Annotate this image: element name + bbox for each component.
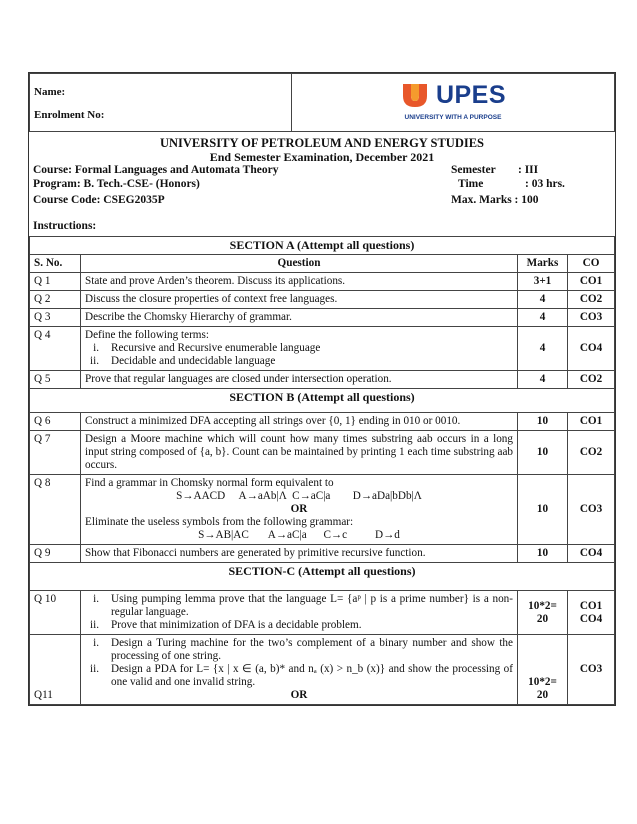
question-co: CO4 <box>568 327 615 371</box>
col-header-co: CO <box>568 255 615 273</box>
question-text: Prove that regular languages are closed under intersection operation. <box>81 371 518 389</box>
question-number: Q11 <box>30 635 81 705</box>
q11-or: OR <box>290 689 308 701</box>
code-line <box>33 194 611 208</box>
course-name: Course: Formal Languages and Automata Theory <box>33 164 279 176</box>
roman-numeral: i. <box>93 637 99 649</box>
q11-item-text: Design a Turing machine for the two’s complement of a binary number and show the processing of one string. <box>111 637 513 662</box>
q10-item-i <box>85 593 513 619</box>
q10-co-1: CO1 <box>579 599 603 612</box>
question-number: Q 1 <box>30 273 81 291</box>
university-title: UNIVERSITY OF PETROLEUM AND ENERGY STUDIES <box>159 136 484 150</box>
header-table <box>29 73 615 132</box>
question-row-q6 <box>30 413 615 431</box>
question-co: CO2 <box>568 371 615 389</box>
question-row-q11 <box>30 635 615 705</box>
question-marks: 4 <box>518 291 568 309</box>
section-c-title: SECTION-C (Attempt all questions) <box>30 563 615 591</box>
question-marks: 4 <box>518 327 568 371</box>
question-text <box>81 591 518 635</box>
question-marks: 3+1 <box>518 273 568 291</box>
question-co: CO3 <box>568 475 615 545</box>
semester-value: : III <box>518 164 539 176</box>
question-text: Describe the Chomsky Hierarchy of grammar. <box>81 309 518 327</box>
q10-co-2: CO4 <box>579 612 603 625</box>
instructions-label: Instructions: <box>33 220 97 232</box>
question-co: CO3 <box>568 635 615 705</box>
question-marks: 4 <box>518 309 568 327</box>
question-text: Discuss the closure properties of context free languages. <box>81 291 518 309</box>
program-name: Program: B. Tech.-CSE- (Honors) <box>33 178 200 190</box>
name-label: Name: <box>34 86 66 98</box>
question-co: CO2 <box>568 291 615 309</box>
q4-item-i <box>85 342 513 355</box>
section-a-title: SECTION A (Attempt all questions) <box>30 237 615 255</box>
semester-label: Semester <box>451 164 496 176</box>
time-value: : 03 hrs. <box>525 178 565 190</box>
program-line <box>33 178 611 192</box>
q8-or: OR <box>290 503 308 515</box>
question-number: Q 7 <box>30 431 81 475</box>
question-number: Q 9 <box>30 545 81 563</box>
enrolment-label: Enrolment No: <box>34 109 105 121</box>
q10-item-ii <box>85 619 513 632</box>
q8-part1: Find a grammar in Chomsky normal form equivalent to <box>85 477 334 489</box>
logo-text: UPES <box>435 80 507 109</box>
question-row-q3 <box>30 309 615 327</box>
q8-grammar2: S→AB|AC A→aC|a C→c D→d <box>198 529 400 541</box>
question-text: Show that Fibonacci numbers are generated by primitive recursive function. <box>81 545 518 563</box>
max-marks: Max. Marks : 100 <box>451 194 539 206</box>
roman-numeral: i. <box>93 593 99 605</box>
question-co: CO2 <box>568 431 615 475</box>
question-text: Design a Moore machine which will count how many times substring aab occurs in a long input string composed of {a, b}. Count can be maintained by printing 1 each time substring aab occurs. <box>81 431 518 475</box>
exam-title-block <box>29 132 615 236</box>
question-row-q10 <box>30 591 615 635</box>
roman-numeral: ii. <box>89 663 99 675</box>
question-text: State and prove Arden’s theorem. Discuss its applications. <box>81 273 518 291</box>
question-number: Q 2 <box>30 291 81 309</box>
time-label: Time <box>458 178 484 190</box>
roman-numeral: i. <box>93 342 99 354</box>
course-code: Course Code: CSEG2035P <box>33 194 165 206</box>
upes-logo <box>400 81 506 124</box>
question-number: Q 3 <box>30 309 81 327</box>
roman-numeral: ii. <box>89 619 99 631</box>
student-info-cell <box>30 74 292 132</box>
question-marks: 10 <box>518 413 568 431</box>
question-marks: 10*2= 20 <box>518 635 568 705</box>
exam-title: End Semester Examination, December 2021 <box>209 150 435 164</box>
q4-item-ii <box>85 355 513 368</box>
question-co: CO4 <box>568 545 615 563</box>
question-marks: 10 <box>518 545 568 563</box>
question-row-q2 <box>30 291 615 309</box>
col-header-sno: S. No. <box>30 255 81 273</box>
question-row-q4 <box>30 327 615 371</box>
upes-emblem-icon <box>400 81 430 109</box>
question-marks: 10 <box>518 475 568 545</box>
question-text <box>81 327 518 371</box>
question-number: Q 8 <box>30 475 81 545</box>
question-number: Q 4 <box>30 327 81 371</box>
question-text <box>81 475 518 545</box>
questions-table <box>29 236 615 705</box>
q4-item-text: Decidable and undecidable language <box>111 355 276 367</box>
col-header-question: Question <box>81 255 518 273</box>
course-line <box>33 164 611 178</box>
question-marks: 4 <box>518 371 568 389</box>
q10-item-text: Prove that minimization of DFA is a decidable problem. <box>111 619 362 631</box>
q10-item-text: Using pumping lemma prove that the language L= {aᵖ | p is a prime number} is a non-regular language. <box>111 593 513 618</box>
q11-item-ii <box>85 663 513 689</box>
q11-item-text: Design a PDA for L= {x | x ∈ (a, b)* and nₐ (x) > n_b (x)} and show the processing of one valid and one invalid string. <box>111 663 513 688</box>
question-co: CO3 <box>568 309 615 327</box>
question-co <box>568 591 615 635</box>
question-row-q9 <box>30 545 615 563</box>
question-row-q1 <box>30 273 615 291</box>
question-marks: 10 <box>518 431 568 475</box>
col-header-marks: Marks <box>518 255 568 273</box>
logo-cell <box>292 74 615 132</box>
question-row-q8 <box>30 475 615 545</box>
q8-part2: Eliminate the useless symbols from the following grammar: <box>85 516 354 528</box>
logo-tagline: UNIVERSITY WITH A PURPOSE <box>404 114 502 121</box>
question-row-q5 <box>30 371 615 389</box>
question-co: CO1 <box>568 273 615 291</box>
q11-item-i <box>85 637 513 663</box>
question-marks: 10*2= 20 <box>518 591 568 635</box>
question-number: Q 10 <box>30 591 81 635</box>
exam-paper <box>28 72 616 706</box>
q4-item-text: Recursive and Recursive enumerable language <box>111 342 321 354</box>
question-co: CO1 <box>568 413 615 431</box>
question-text: Construct a minimized DFA accepting all strings over {0, 1} ending in 010 or 0010. <box>81 413 518 431</box>
question-text <box>81 635 518 705</box>
q4-intro: Define the following terms: <box>85 329 209 341</box>
section-b-title: SECTION B (Attempt all questions) <box>30 389 615 413</box>
question-row-q7 <box>30 431 615 475</box>
question-number: Q 5 <box>30 371 81 389</box>
q8-grammar1: S→AACD A→aAb|Λ C→aC|a D→aDa|bDb|Λ <box>176 490 422 502</box>
roman-numeral: ii. <box>89 355 99 367</box>
question-number: Q 6 <box>30 413 81 431</box>
